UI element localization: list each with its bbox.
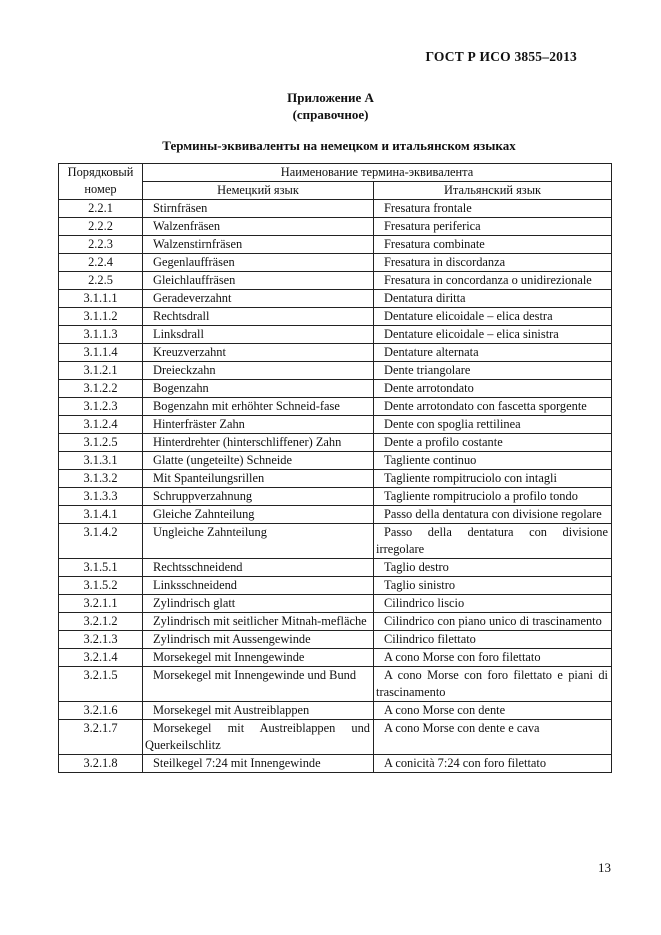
italian-term: A conicità 7:24 con foro filettato: [374, 755, 612, 773]
term-number: 2.2.2: [59, 218, 143, 236]
header-number: [59, 164, 143, 200]
page-number: 13: [598, 860, 611, 875]
german-term: Zylindrisch mit Aussengewinde: [143, 631, 374, 649]
table-row: [59, 613, 612, 631]
table-row: [59, 308, 612, 326]
term-number: 2.2.5: [59, 272, 143, 290]
german-term: Mit Spanteilungsrillen: [143, 470, 374, 488]
term-number: 3.1.2.2: [59, 380, 143, 398]
term-number: 3.2.1.4: [59, 649, 143, 667]
german-term: Hinterfräster Zahn: [143, 416, 374, 434]
german-term: Walzenstirnfräsen: [143, 236, 374, 254]
table-row: [59, 755, 612, 773]
german-term: Morsekegel mit Innengewinde und Bund: [143, 667, 374, 702]
annex-title: Приложение А: [287, 90, 374, 105]
german-term: Bogenzahn mit erhöhter Schneid-fase: [143, 398, 374, 416]
table-row: [59, 702, 612, 720]
term-number: 3.2.1.6: [59, 702, 143, 720]
italian-term: Fresatura frontale: [374, 200, 612, 218]
term-number: 3.2.1.8: [59, 755, 143, 773]
german-term: Geradeverzahnt: [143, 290, 374, 308]
table-row: [59, 236, 612, 254]
italian-term: Taglio sinistro: [374, 577, 612, 595]
table-row: [59, 577, 612, 595]
german-term: Ungleiche Zahnteilung: [143, 524, 374, 559]
table-row: [59, 272, 612, 290]
term-number: 3.1.1.2: [59, 308, 143, 326]
italian-term: Passo della dentatura con divisione irregolare: [374, 524, 612, 559]
term-number: 3.1.5.1: [59, 559, 143, 577]
german-term: Walzenfräsen: [143, 218, 374, 236]
italian-term: Tagliente rompitruciolo a profilo tondo: [374, 488, 612, 506]
german-term: Linksdrall: [143, 326, 374, 344]
german-term: Gleichlauffräsen: [143, 272, 374, 290]
italian-term: Taglio destro: [374, 559, 612, 577]
term-number: 3.2.1.7: [59, 720, 143, 755]
table-header-row: [59, 164, 612, 182]
table-row: [59, 398, 612, 416]
header-italian: Итальянский язык: [374, 182, 612, 200]
term-number: 3.1.4.1: [59, 506, 143, 524]
term-number: 3.1.3.2: [59, 470, 143, 488]
term-number: 2.2.4: [59, 254, 143, 272]
italian-term: Cilindrico filettato: [374, 631, 612, 649]
italian-term: Dente arrotondato: [374, 380, 612, 398]
italian-term: Dente triangolare: [374, 362, 612, 380]
table-row: [59, 326, 612, 344]
italian-term: Tagliente rompitruciolo con intagli: [374, 470, 612, 488]
italian-term: A cono Morse con foro filettato: [374, 649, 612, 667]
german-term: Zylindrisch mit seitlicher Mitnah-mefläche: [143, 613, 374, 631]
italian-term: A cono Morse con dente e cava: [374, 720, 612, 755]
german-term: Morsekegel mit Innengewinde: [143, 649, 374, 667]
term-number: 3.1.1.1: [59, 290, 143, 308]
table-row: [59, 416, 612, 434]
table-row: [59, 380, 612, 398]
table-row: [59, 218, 612, 236]
table-row: [59, 362, 612, 380]
term-number: 3.1.5.2: [59, 577, 143, 595]
italian-term: Fresatura combinate: [374, 236, 612, 254]
terms-table: [58, 163, 612, 773]
table-row: [59, 200, 612, 218]
table-row: [59, 649, 612, 667]
table-row: [59, 631, 612, 649]
italian-term: Dente con spoglia rettilinea: [374, 416, 612, 434]
italian-term: Cilindrico liscio: [374, 595, 612, 613]
table-row: [59, 506, 612, 524]
italian-term: Passo della dentatura con divisione regolare: [374, 506, 612, 524]
table-row: [59, 524, 612, 559]
german-term: Rechtsschneidend: [143, 559, 374, 577]
italian-term: Cilindrico con piano unico di trascinamento: [374, 613, 612, 631]
italian-term: A cono Morse con foro filettato e piani di trascinamento: [374, 667, 612, 702]
german-term: Steilkegel 7:24 mit Innengewinde: [143, 755, 374, 773]
table-row: [59, 434, 612, 452]
italian-term: Tagliente continuo: [374, 452, 612, 470]
table-row: [59, 595, 612, 613]
term-number: 3.1.2.1: [59, 362, 143, 380]
table-row: [59, 470, 612, 488]
italian-term: Fresatura in concordanza o unidirezionale: [374, 272, 612, 290]
german-term: Kreuzverzahnt: [143, 344, 374, 362]
german-term: Gleiche Zahnteilung: [143, 506, 374, 524]
table-row: [59, 720, 612, 755]
german-term: Gegenlauffräsen: [143, 254, 374, 272]
standard-designation: ГОСТ Р ИСО 3855–2013: [425, 49, 577, 64]
term-number: 3.2.1.2: [59, 613, 143, 631]
term-number: 2.2.3: [59, 236, 143, 254]
german-term: Bogenzahn: [143, 380, 374, 398]
italian-term: Dente a profilo costante: [374, 434, 612, 452]
table-row: [59, 290, 612, 308]
table-caption: Термины-эквиваленты на немецком и итальянском языках: [162, 138, 516, 153]
term-number: 3.1.3.1: [59, 452, 143, 470]
term-number: 3.2.1.3: [59, 631, 143, 649]
header-equivalent: Наименование термина-эквивалента: [143, 164, 612, 182]
term-number: 3.1.3.3: [59, 488, 143, 506]
italian-term: Dentature elicoidale – elica sinistra: [374, 326, 612, 344]
header-number-line2: номер: [84, 182, 117, 196]
german-term: Rechtsdrall: [143, 308, 374, 326]
german-term: Hinterdrehter (hinterschliffener) Zahn: [143, 434, 374, 452]
italian-term: A cono Morse con dente: [374, 702, 612, 720]
german-term: Morsekegel mit Austreiblappen und Querkeilschlitz: [143, 720, 374, 755]
italian-term: Fresatura periferica: [374, 218, 612, 236]
german-term: Glatte (ungeteilte) Schneide: [143, 452, 374, 470]
term-number: 3.2.1.1: [59, 595, 143, 613]
german-term: Dreieckzahn: [143, 362, 374, 380]
italian-term: Dente arrotondato con fascetta sporgente: [374, 398, 612, 416]
italian-term: Dentatura diritta: [374, 290, 612, 308]
german-term: Stirnfräsen: [143, 200, 374, 218]
german-term: Zylindrisch glatt: [143, 595, 374, 613]
german-term: Schruppverzahnung: [143, 488, 374, 506]
term-number: 3.2.1.5: [59, 667, 143, 702]
annex-subtitle: (справочное): [292, 107, 369, 122]
german-term: Linksschneidend: [143, 577, 374, 595]
term-number: 3.1.2.3: [59, 398, 143, 416]
term-number: 3.1.4.2: [59, 524, 143, 559]
table-row: [59, 667, 612, 702]
italian-term: Dentature elicoidale – elica destra: [374, 308, 612, 326]
italian-term: Fresatura in discordanza: [374, 254, 612, 272]
german-term: Morsekegel mit Austreiblappen: [143, 702, 374, 720]
italian-term: Dentature alternata: [374, 344, 612, 362]
header-german: Немецкий язык: [143, 182, 374, 200]
term-number: 3.1.1.4: [59, 344, 143, 362]
table-row: [59, 559, 612, 577]
term-number: 3.1.2.5: [59, 434, 143, 452]
term-number: 3.1.2.4: [59, 416, 143, 434]
table-row: [59, 254, 612, 272]
term-number: 3.1.1.3: [59, 326, 143, 344]
header-number-line1: Порядковый: [67, 165, 134, 179]
term-number: 2.2.1: [59, 200, 143, 218]
table-row: [59, 344, 612, 362]
table-row: [59, 488, 612, 506]
table-row: [59, 452, 612, 470]
